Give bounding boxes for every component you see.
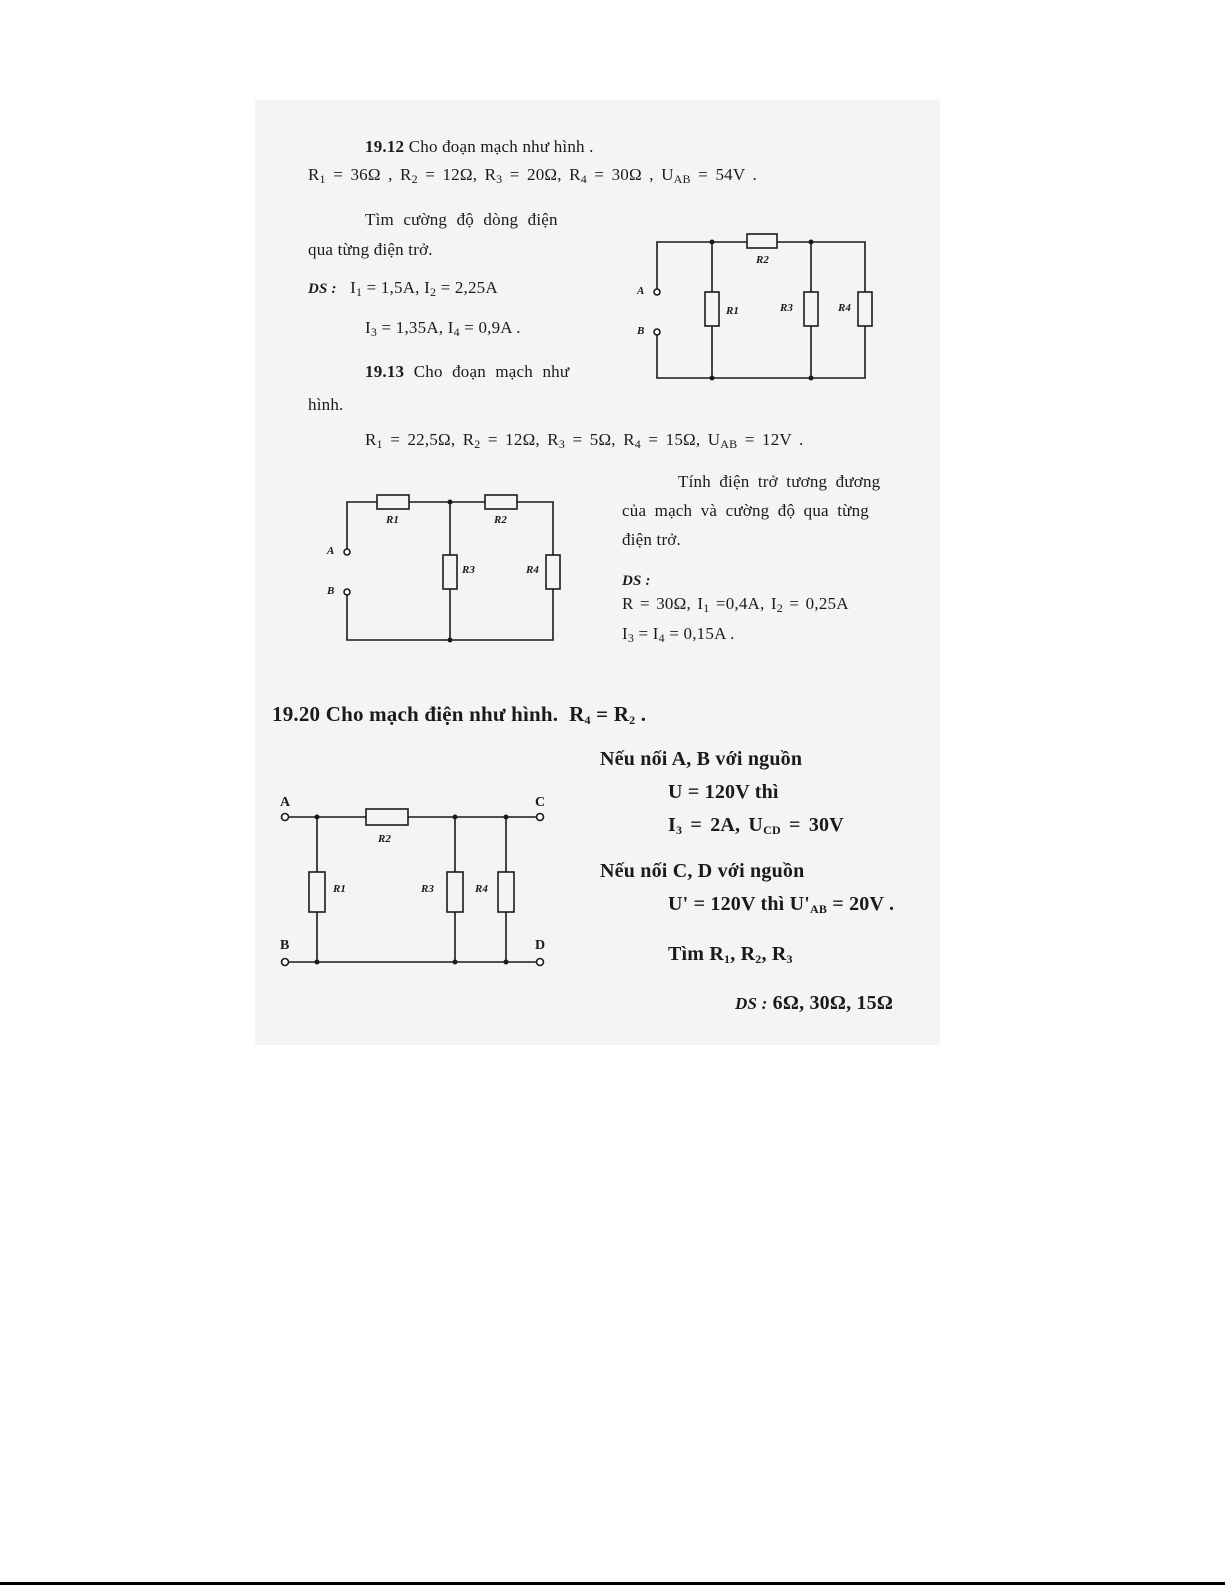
label-r2: R2 [756, 254, 769, 266]
label-r4: R4 [526, 564, 539, 576]
problem-19-12-answer-line1: DS : $I_1 = 1,5A$, $I_2 = 2,25A$ [308, 278, 498, 299]
resistor-r2 [366, 809, 408, 825]
label-r2: R2 [494, 514, 507, 526]
problem-19-13-title-cont: hình. [308, 395, 344, 414]
problem-19-13-ds-label: DS : [622, 573, 651, 589]
problem-19-12-title: 19.12 Cho đoạn mạch như hình . [365, 137, 594, 156]
problem-19-13-givens: $R_1 = 22,5\Omega$, $R_2 = 12\Omega$, $R_3 = 5\Omega$, $R_4 = 15\Omega$, $U_{AB} = 12V$ . [365, 430, 804, 451]
resistor-r1 [309, 872, 325, 912]
terminal-c [537, 814, 544, 821]
label-r1: R1 [386, 514, 399, 526]
problem-19-13-title: 19.13 Cho đoạn mạch như [365, 362, 570, 381]
problem-19-20-line3: $I_3 = 2A$, $U_{CD} = 30V$ [668, 814, 844, 837]
problem-19-20-line2: U = 120V thì [668, 781, 779, 803]
label-r3: R3 [462, 564, 475, 576]
problem-19-20-line6: Tìm $R_1$, $R_2$, $R_3$ [668, 943, 793, 966]
label-r4: R4 [838, 302, 851, 314]
label-a: A [327, 545, 335, 557]
label-a: A [637, 285, 645, 297]
junction [453, 815, 458, 820]
terminal-a [282, 814, 289, 821]
label-b: B [327, 585, 335, 597]
problem-19-20-line1: Nếu nối A, B với nguồn [600, 748, 803, 770]
label-b: B [637, 325, 645, 337]
problem-19-12-givens: $R_1 = 36\Omega$ , $R_2 = 12\Omega$, $R_3 = 20\Omega$, $R_4 = 30\Omega$ , $U_{AB} = 54V$ . [308, 165, 757, 186]
junction [504, 960, 509, 965]
problem-19-13-question-line1: Tính điện trở tương đương [678, 472, 881, 491]
problem-19-20-title: 19.20 Cho mạch điện như hình. $R_4 = R_2$ . [272, 702, 647, 727]
label-c: C [535, 795, 546, 810]
label-r4: R4 [475, 883, 488, 895]
label-d: D [535, 938, 546, 953]
junction [315, 960, 320, 965]
problem-19-12-question-line2: qua từng điện trở. [308, 240, 433, 259]
label-r3: R3 [780, 302, 793, 314]
problem-19-12-answer-line2: $I_3 = 1,35A$, $I_4 = 0,9A$ . [365, 318, 521, 339]
resistor-r3 [447, 872, 463, 912]
junction [315, 815, 320, 820]
problem-19-13-answer-line2: $I_3 = I_4 = 0,15A$ . [622, 624, 735, 645]
problem-19-12-question-line1: Tìm cường độ dòng điện [365, 210, 558, 229]
problem-19-20-line5: U' = 120V thì $U'_{AB} = 20V$ . [668, 893, 895, 916]
terminal-d [537, 959, 544, 966]
label-r2: R2 [378, 833, 391, 845]
label-a: A [280, 795, 291, 810]
terminal-b [282, 959, 289, 966]
label-r3: R3 [421, 883, 434, 895]
problem-19-13-question-line2: của mạch và cường độ qua từng [622, 501, 869, 520]
problem-19-13-question-line3: điện trở. [622, 530, 681, 549]
label-b: B [280, 938, 290, 953]
junction [504, 815, 509, 820]
problem-19-20-answer: DS : 6Ω, 30Ω, 15Ω [735, 992, 894, 1014]
junction [453, 960, 458, 965]
label-r1: R1 [333, 883, 346, 895]
problem-19-13-answer-line1: R = 30Ω, $I_1 =0,4A$, $I_2 = 0,25A$ [622, 594, 849, 615]
problem-19-20-line4: Nếu nối C, D với nguồn [600, 860, 805, 882]
label-r1: R1 [726, 305, 739, 317]
resistor-r4 [498, 872, 514, 912]
